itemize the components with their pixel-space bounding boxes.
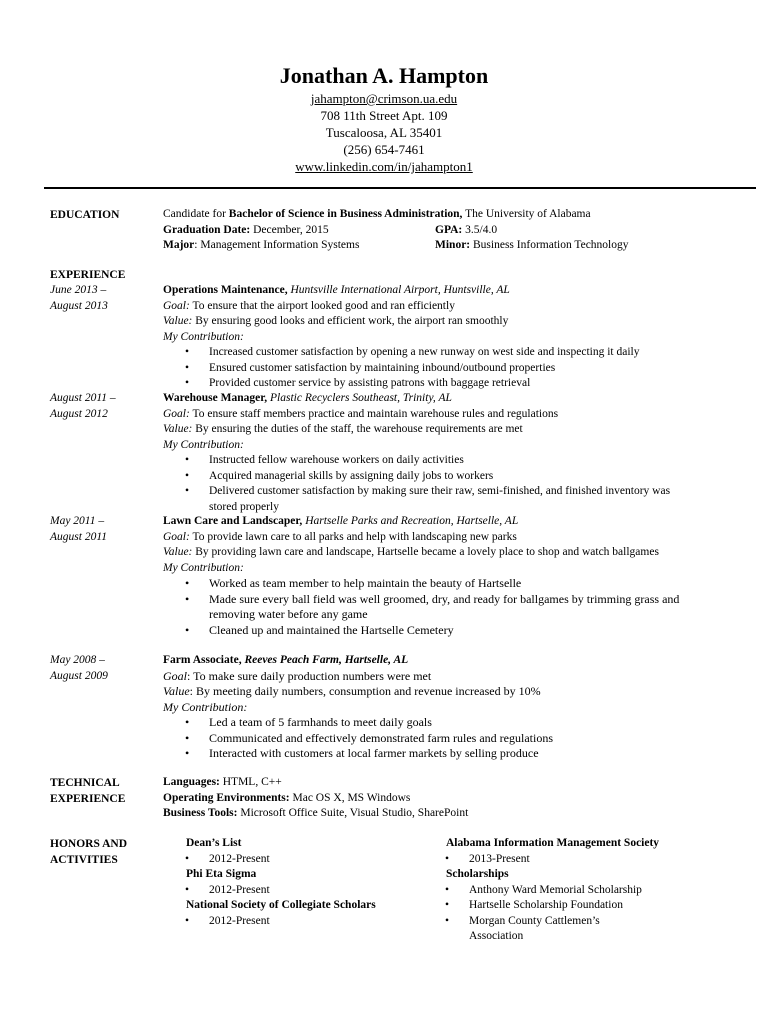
list-item: • 2012-Present xyxy=(163,883,436,899)
section-label-education: EDUCATION xyxy=(50,209,120,221)
job-entry: Operations Maintenance, Huntsville International Airport, Huntsville, AL Goal: To ensure that the airport looked good and ran efficiently Value: By ensuring good looks and efficient work, the airport ran smoothly My Contribution: • Increased customer satisfaction by opening a new runway on west side and inspecting it daily • Ensured customer satisfaction by maintaining inbound/outbound properties • Provided customer service by assisting patrons with baggage retrieval xyxy=(163,283,723,392)
contribution-label: My Contribution: xyxy=(163,438,244,451)
contribution-label: My Contribution: xyxy=(163,561,244,574)
job-dates: May 2011 – August 2011 xyxy=(50,515,107,543)
job-dates: August 2011 – August 2012 xyxy=(50,392,116,420)
job-title: Operations Maintenance, xyxy=(163,284,288,296)
contribution-list xyxy=(163,715,723,762)
honor-list xyxy=(163,914,436,930)
honor-title: Alabama Information Management Society xyxy=(446,837,660,849)
list-item: • Cleaned up and maintained the Hartselle Cemetery xyxy=(163,623,708,639)
address-line-1: 708 11th Street Apt. 109 xyxy=(320,108,448,123)
email-link[interactable]: jahampton@crimson.ua.edu xyxy=(310,91,458,106)
list-item: • Communicated and effectively demonstrated farm rules and regulations xyxy=(163,731,723,747)
list-item: • Led a team of 5 farmhands to meet daily goals xyxy=(163,715,723,731)
list-item: • Interacted with customers at local farmer markets by selling produce xyxy=(163,746,723,762)
job-goal: To ensure that the airport looked good and ran efficiently xyxy=(189,299,455,312)
resume-header xyxy=(0,62,768,175)
job-org: Huntsville International Airport, Huntsville, AL xyxy=(287,284,510,296)
job-entry: Lawn Care and Landscaper, Hartselle Parks and Recreation, Hartselle, AL Goal: To provide lawn care to all parks and help with landscaping new parks Value: By providing lawn care and landscape, Hartselle became a lovely place to shop and watch ballgames My Contribution: • Worked as team member to help maintain the beauty of Hartselle • Made sure every ball field was well groomed, dry, and ready for ballgames by trimming grass and removing water before any game • Cleaned up and maintained the Hartselle Cemetery xyxy=(163,514,723,638)
list-item: • Instructed fellow warehouse workers on daily activities xyxy=(163,453,683,469)
job-dates: May 2008 – August 2009 xyxy=(50,654,108,682)
honor-title: Dean’s List xyxy=(186,837,242,849)
linkedin-link[interactable]: www.linkedin.com/in/jahampton1 xyxy=(295,159,473,174)
honors-right-column xyxy=(446,836,746,945)
honors-left-column xyxy=(186,836,436,929)
list-item: • Delivered customer satisfaction by making sure their raw, semi-finished, and finished inventory was stored properly xyxy=(163,484,683,515)
technical-block: Languages: HTML, C++ Operating Environments: Mac OS X, MS Windows Business Tools: Microsoft Office Suite, Visual Studio, SharePoint xyxy=(163,776,469,819)
contribution-label: My Contribution: xyxy=(163,699,248,714)
job-entry: Farm Associate, Reeves Peach Farm, Hartselle, AL Goal: To make sure daily production numbers were met Value: By meeting daily numbers, consumption and revenue increased by 10% My Contribution: • Led a team of 5 farmhands to meet daily goals • Communicated and effectively demonstrated farm rules and regulations • Interacted with customers at local farmer markets by selling produce xyxy=(163,653,723,762)
header-divider xyxy=(44,187,756,189)
list-item: • Anthony Ward Memorial Scholarship xyxy=(423,883,643,899)
job-goal: To ensure staff members practice and maintain warehouse rules and regulations xyxy=(189,407,559,420)
job-org: Reeves Peach Farm, Hartselle, AL xyxy=(241,654,409,666)
contribution-list xyxy=(163,453,683,515)
list-item: • Acquired managerial skills by assigning daily jobs to workers xyxy=(163,469,683,485)
degree: Bachelor of Science in Business Administration, xyxy=(228,208,463,220)
honor-title: Phi Eta Sigma xyxy=(186,868,257,880)
gpa-value: 3.5/4.0 xyxy=(462,223,498,236)
operating-environments: Mac OS X, MS Windows xyxy=(289,791,411,804)
job-org: Plastic Recyclers Southeast, Trinity, AL xyxy=(267,392,452,404)
job-title: Farm Associate, xyxy=(163,654,242,666)
section-label-honors: HONORS AND ACTIVITIES xyxy=(50,838,127,866)
section-label-technical: TECHNICAL EXPERIENCE xyxy=(50,777,126,805)
business-tools: Microsoft Office Suite, Visual Studio, SharePoint xyxy=(237,807,469,819)
contribution-list xyxy=(163,345,723,392)
list-item: • 2012-Present xyxy=(163,914,436,930)
job-title: Warehouse Manager, xyxy=(163,392,268,404)
list-item: • Ensured customer satisfaction by maintaining inbound/outbound properties xyxy=(163,361,723,377)
education-block: Candidate for Bachelor of Science in Business Administration, The University of Alabama Graduation Date: December, 2015 GPA: 3.5/4.0 Major: Management Information Systems Minor: Business Information Technology xyxy=(163,208,629,251)
job-value: By ensuring the duties of the staff, the warehouse requirements are met xyxy=(192,423,523,435)
candidate-name: Jonathan A. Hampton xyxy=(279,63,489,88)
list-item: • Morgan County Cattlemen’s Association xyxy=(423,914,643,945)
job-value: By providing lawn care and landscape, Hartselle became a lovely place to shop and watch ballgames xyxy=(192,546,659,558)
languages: HTML, C++ xyxy=(219,776,282,788)
honor-list xyxy=(423,852,746,868)
honor-list xyxy=(163,852,436,868)
major: : Management Information Systems xyxy=(194,239,360,251)
list-item: • Provided customer service by assisting patrons with baggage retrieval xyxy=(163,376,723,392)
list-item: • Worked as team member to help maintain the beauty of Hartselle xyxy=(163,576,708,592)
contribution-list xyxy=(163,576,708,638)
job-goal: To provide lawn care to all parks and help with landscaping new parks xyxy=(189,530,517,543)
list-item: • 2013-Present xyxy=(423,852,746,868)
job-dates: June 2013 – August 2013 xyxy=(50,284,108,312)
list-item: • Made sure every ball field was well groomed, dry, and ready for ballgames by trimming grass and removing water before any game xyxy=(163,592,708,623)
job-entry: Warehouse Manager, Plastic Recyclers Southeast, Trinity, AL Goal: To ensure staff members practice and maintain warehouse rules and regulations Value: By ensuring the duties of the staff, the warehouse requirements are met My Contribution: • Instructed fellow warehouse workers on daily activities • Acquired managerial skills by assigning daily jobs to workers • Delivered customer satisfaction by making sure their raw, semi-finished, and finished inventory was stored properly xyxy=(163,391,723,515)
contribution-label: My Contribution: xyxy=(163,330,244,343)
honor-list xyxy=(423,883,643,945)
minor: Business Information Technology xyxy=(470,239,629,251)
job-value: : By meeting daily numbers, consumption and revenue increased by 10% xyxy=(189,684,541,698)
job-title: Lawn Care and Landscaper, xyxy=(163,515,303,527)
honor-title: National Society of Collegiate Scholars xyxy=(186,899,376,911)
graduation-date: December, 2015 xyxy=(250,223,329,236)
job-value: By ensuring good looks and efficient work, the airport ran smoothly xyxy=(192,315,509,327)
job-goal: : To make sure daily production numbers were met xyxy=(187,668,432,683)
list-item: • 2012-Present xyxy=(163,852,436,868)
section-label-experience: EXPERIENCE xyxy=(50,269,126,281)
job-org: Hartselle Parks and Recreation, Hartselle, AL xyxy=(302,515,519,527)
honor-title: Scholarships xyxy=(446,868,509,880)
school: The University of Alabama xyxy=(462,208,591,220)
honor-list xyxy=(163,883,436,899)
phone-number: (256) 654-7461 xyxy=(343,142,425,157)
address-line-2: Tuscaloosa, AL 35401 xyxy=(325,125,443,140)
list-item: • Hartselle Scholarship Foundation xyxy=(423,898,643,914)
list-item: • Increased customer satisfaction by opening a new runway on west side and inspecting it daily xyxy=(163,345,723,361)
